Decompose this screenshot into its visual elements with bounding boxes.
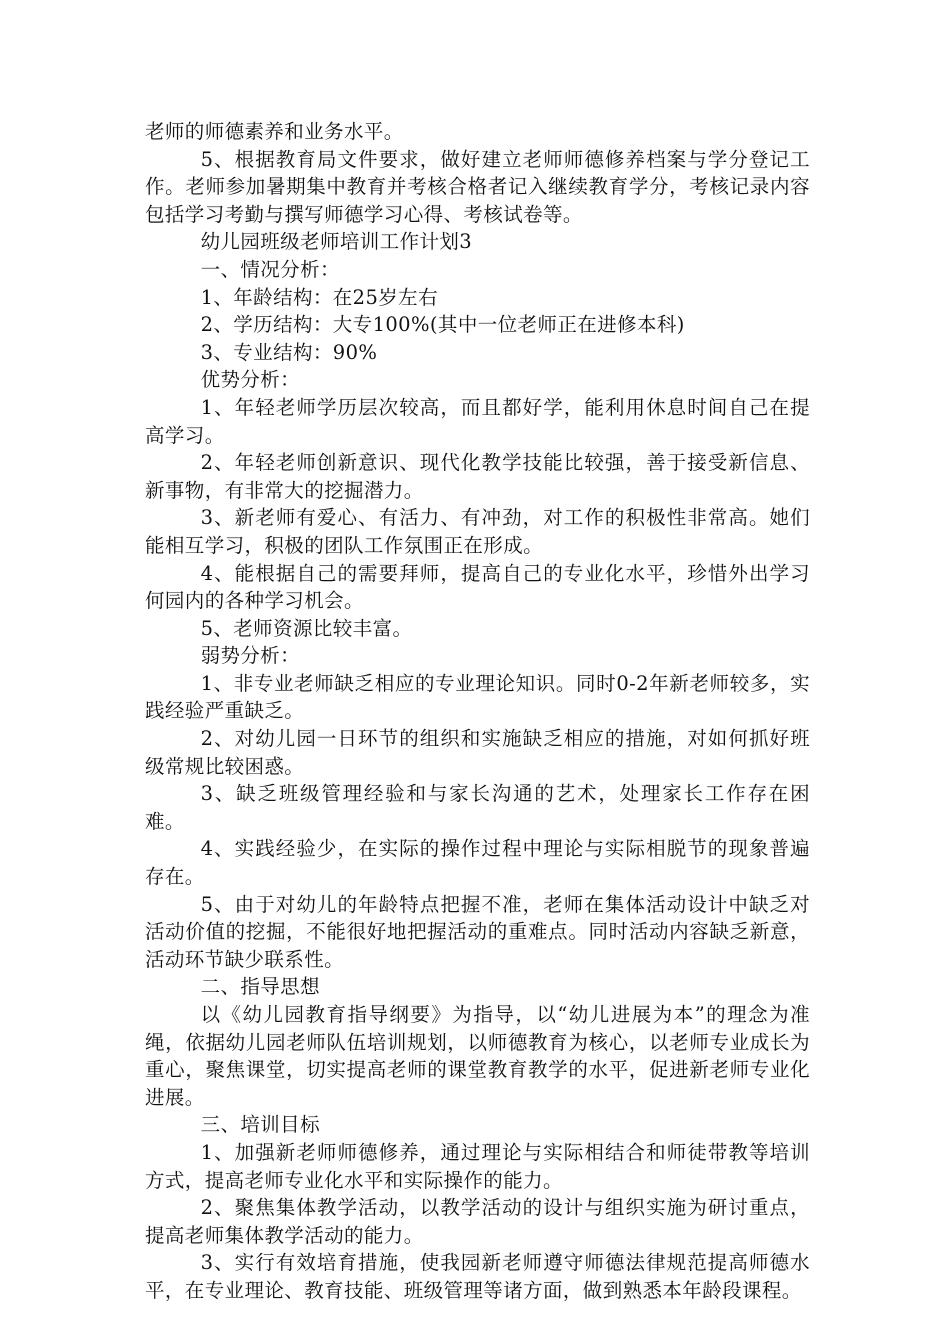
weakness-item-1: 1、非专业老师缺乏相应的专业理论知识。同时0-2年新老师较多，实践经验严重缺乏。 xyxy=(145,671,810,723)
heading-situation-analysis: 一、情况分析： xyxy=(200,257,340,281)
weakness-item-3: 3、缺乏班级管理经验和与家长沟通的艺术，处理家长工作存在困难。 xyxy=(145,782,810,833)
heading-guiding-ideology: 二、指导思想 xyxy=(200,975,320,999)
weakness-item-4: 4、实践经验少，在实际的操作过程中理论与实际相脱节的现象普遍存在。 xyxy=(145,837,810,889)
heading-training-goals: 三、培训目标 xyxy=(200,1113,320,1137)
strength-item-1: 1、年轻老师学历层次较高，而且都好学，能利用休息时间自己在提高学习。 xyxy=(145,395,810,447)
paragraph-age-structure: 1、年龄结构：在25岁左右 xyxy=(200,285,438,309)
paragraph-continuation: 老师的师德素养和业务水平。 xyxy=(145,120,404,143)
weakness-item-5: 5、由于对幼儿的年龄特点把握不准，老师在集体活动设计中缺乏对活动价值的挖掘，不能很好地把握活动的重难点。同时活动内容缺乏新意，活动环节缺少联系性。 xyxy=(145,892,810,971)
paragraph-major-structure: 3、专业结构：90% xyxy=(200,340,378,364)
paragraph-guiding-ideology: 以《幼儿园教育指导纲要》为指导，以“幼儿进展为本”的理念为准绳，依据幼儿园老师队伍培训规划，以师德教育为核心，以老师专业成长为重心，聚焦课堂，切实提高老师的课堂教育教学的水平，促进新老师专业化进展。 xyxy=(145,1003,810,1109)
goal-item-3: 3、实行有效培育措施，使我园新老师遵守师德法律规范提高师德水平，在专业理论、教育技能、班级管理等诸方面，做到熟悉本年龄段课程。 xyxy=(145,1251,810,1302)
strength-item-5: 5、老师资源比较丰富。 xyxy=(200,616,413,640)
heading-weaknesses: 弱势分析： xyxy=(200,644,301,668)
weakness-item-2: 2、对幼儿园一日环节的组织和实施缺乏相应的措施，对如何抓好班级常规比较困惑。 xyxy=(145,727,810,778)
document-body xyxy=(145,118,810,1305)
goal-item-2: 2、聚焦集体教学活动，以教学活动的设计与组织实施为研讨重点，提高老师集体教学活动的能力。 xyxy=(145,1196,810,1247)
heading-strengths: 优势分析： xyxy=(200,368,301,392)
section-title-plan-3: 幼儿园班级老师培训工作计划3 xyxy=(200,230,473,254)
strength-item-4: 4、能根据自己的需要拜师，提高自己的专业化水平，珍惜外出学习何园内的各种学习机会。 xyxy=(145,561,810,613)
strength-item-2: 2、年轻老师创新意识、现代化教学技能比较强，善于接受新信息、新事物，有非常大的挖掘潜力。 xyxy=(145,451,810,502)
paragraph-item-5-archive: 5、根据教育局文件要求，做好建立老师师德修养档案与学分登记工作。老师参加暑期集中教育并考核合格者记入继续教育学分，考核记录内容包括学习考勤与撰写师德学习心得、考核试卷等。 xyxy=(145,147,810,226)
strength-item-3: 3、新老师有爱心、有活力、有冲劲，对工作的积极性非常高。她们能相互学习，积极的团队工作氛围正在形成。 xyxy=(145,506,810,557)
goal-item-1: 1、加强新老师师德修养，通过理论与实际相结合和师徒带教等培训方式，提高老师专业化水平和实际操作的能力。 xyxy=(145,1140,810,1192)
paragraph-education-structure: 2、学历结构：大专100%(其中一位老师正在进修本科) xyxy=(200,313,685,337)
